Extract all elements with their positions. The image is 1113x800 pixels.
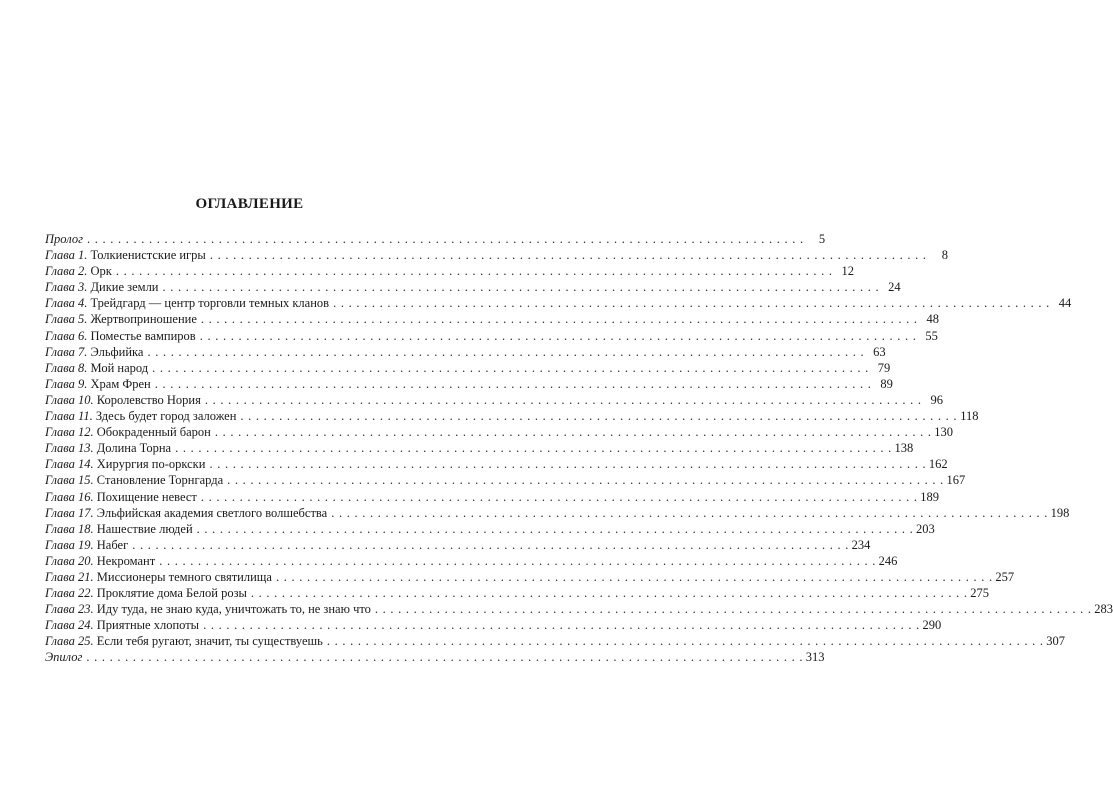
dot-leader (196, 328, 918, 344)
chapter-number: Глава 12. (45, 425, 94, 440)
chapter-title: Хирургия по-оркски (96, 457, 206, 472)
chapter-number: Глава 18. (45, 521, 94, 536)
chapter-title: Приятные хлопоты (96, 618, 200, 633)
toc-entry-label (45, 328, 196, 344)
chapter-title: Дикие земли (90, 280, 159, 295)
chapter-title: Жертвоприношение (90, 312, 197, 327)
toc-entry (45, 472, 966, 488)
toc-entry-label (45, 472, 223, 488)
chapter-number: Пролог (45, 232, 83, 246)
chapter-title: Обокраденный барон (96, 425, 211, 440)
toc-entry (45, 392, 943, 408)
toc-entry-label (45, 279, 159, 295)
dot-leader (371, 601, 1093, 617)
page-number: 8 (941, 248, 948, 263)
page-number: 162 (928, 457, 948, 472)
dot-leader (155, 553, 877, 569)
toc-entry (45, 424, 953, 440)
chapter-title: Эльфийка (90, 344, 144, 359)
chapter-number: Глава 23. (45, 602, 94, 617)
dot-leader (148, 360, 870, 376)
page-number: 234 (851, 537, 871, 552)
toc-entry-label (45, 649, 82, 665)
chapter-title: Здесь будет город заложен (95, 409, 237, 424)
toc-entry (45, 408, 979, 424)
toc-entry-label (45, 247, 206, 263)
chapter-title: Толкиенистские игры (90, 248, 206, 263)
page-number: 48 (926, 312, 940, 327)
toc-entry (45, 649, 825, 665)
chapter-number: Глава 22. (45, 586, 94, 601)
chapter-number: Глава 11. (45, 409, 93, 424)
chapter-title: Мой народ (90, 360, 149, 375)
toc-heading: ОГЛАВЛЕНИЕ (195, 196, 304, 212)
toc-entry (45, 231, 826, 247)
chapter-number: Глава 15. (45, 473, 94, 488)
toc-entry-label (45, 231, 83, 247)
chapter-number: Глава 9. (45, 376, 88, 391)
chapter-number: Глава 6. (45, 328, 88, 343)
page-number: 12 (841, 264, 854, 279)
chapter-title: Нашествие людей (96, 521, 193, 536)
page-number: 189 (920, 489, 939, 504)
page-number: 79 (877, 360, 891, 375)
chapter-number: Глава 14. (45, 457, 94, 472)
toc-entry-label (45, 440, 171, 456)
toc-entry-label (45, 489, 197, 505)
toc-entry (45, 328, 938, 344)
page-number: 313 (805, 650, 825, 665)
page-number: 283 (1094, 602, 1113, 617)
page-number: 44 (1058, 296, 1072, 311)
toc-entry (45, 617, 942, 633)
toc-entry-label (45, 344, 143, 360)
page-number: 96 (930, 392, 943, 407)
toc-entry (45, 295, 1072, 311)
dot-leader (205, 456, 927, 472)
chapter-title: Иду туда, не знаю куда, уничтожать то, не знаю что (96, 602, 371, 617)
toc-entry (45, 537, 871, 553)
toc-entry (45, 505, 1070, 521)
chapter-number: Глава 1. (45, 248, 88, 263)
chapter-number: Глава 5. (45, 312, 88, 327)
chapter-number: Глава 17. (45, 505, 94, 520)
dot-leader (193, 521, 915, 537)
page-number: 246 (878, 553, 898, 568)
toc-entry (45, 553, 898, 569)
toc-entry-label (45, 295, 329, 311)
toc-entry-label (45, 633, 323, 649)
toc-entry-label (45, 408, 236, 424)
page-number: 167 (946, 473, 966, 488)
toc-entry-label (45, 505, 327, 521)
page-number: 89 (880, 376, 893, 391)
dot-leader (83, 231, 805, 247)
page-number: 118 (960, 409, 979, 424)
chapter-title: Похищение невест (96, 489, 197, 504)
toc-entry-label (45, 360, 148, 376)
dot-leader (247, 585, 969, 601)
chapter-title: Долина Торна (96, 441, 172, 456)
toc-entry-label (45, 521, 193, 537)
toc-entry-label (45, 537, 128, 553)
dot-leader (272, 569, 994, 585)
toc-entry-label (45, 424, 211, 440)
dot-leader (171, 440, 893, 456)
chapter-title: Некромант (96, 553, 156, 568)
chapter-number: Глава 21. (45, 569, 94, 584)
chapter-number: Глава 4. (45, 296, 88, 311)
toc-entry (45, 311, 940, 327)
chapter-number: Глава 19. (45, 537, 94, 552)
chapter-number: Глава 7. (45, 344, 88, 359)
toc-entry-label (45, 569, 272, 585)
chapter-title: Храм Френ (90, 376, 151, 391)
toc-entry-label (45, 617, 199, 633)
page-number: 275 (970, 586, 990, 601)
toc-entry (45, 456, 948, 472)
chapter-title: Миссионеры темного святилища (96, 569, 272, 584)
chapter-number: Глава 20. (45, 553, 94, 568)
dot-leader (329, 295, 1051, 311)
toc-entry (45, 344, 886, 360)
chapter-title: Трейдгард — центр торговли темных кланов (90, 296, 330, 311)
toc-entry-label (45, 601, 371, 617)
toc-entry (45, 489, 939, 505)
page-number: 198 (1050, 505, 1070, 520)
toc-entry (45, 247, 948, 263)
dot-leader (206, 247, 928, 263)
toc-entry (45, 263, 854, 279)
toc-entry (45, 376, 893, 392)
chapter-number: Эпилог (45, 650, 83, 665)
chapter-title: Набег (96, 537, 129, 552)
chapter-title: Эльфийская академия светлого волшебства (96, 505, 328, 520)
chapter-number: Глава 2. (45, 264, 88, 279)
page-number: 290 (922, 618, 942, 633)
dot-leader (201, 392, 923, 408)
chapter-title: Королевство Нория (96, 392, 201, 407)
page-number: 138 (894, 441, 914, 456)
dot-leader (197, 489, 919, 505)
toc-entry (45, 521, 935, 537)
dot-leader (199, 617, 921, 633)
page-number: 257 (995, 569, 1015, 584)
dot-leader (197, 311, 919, 327)
chapter-number: Глава 13. (45, 441, 94, 456)
dot-leader (211, 424, 933, 440)
page-number: 24 (888, 280, 901, 295)
toc-entry-label (45, 553, 155, 569)
toc-entry-label (45, 311, 197, 327)
toc-entry (45, 279, 901, 295)
toc-entry (45, 360, 891, 376)
dot-leader (327, 505, 1049, 521)
page-number: 63 (873, 344, 886, 359)
toc-entry (45, 440, 914, 456)
toc-entry (45, 569, 1015, 585)
chapter-number: Глава 10. (45, 392, 94, 407)
chapter-number: Глава 25. (45, 634, 94, 649)
chapter-title: Поместье вампиров (90, 328, 196, 343)
chapter-title: Проклятие дома Белой розы (96, 586, 247, 601)
dot-leader (128, 537, 850, 553)
chapter-title: Если тебя ругают, значит, ты существуешь (96, 634, 323, 649)
page-number: 5 (818, 232, 826, 246)
page-number: 55 (925, 328, 938, 343)
toc-entry (45, 601, 1113, 617)
page-number: 307 (1046, 634, 1065, 649)
page-number: 130 (934, 425, 953, 440)
toc-entry (45, 633, 1065, 649)
toc-list (45, 231, 1113, 666)
toc-entry-label (45, 392, 201, 408)
dot-leader (323, 633, 1045, 649)
chapter-title: Орк (90, 264, 112, 279)
toc-entry-label (45, 456, 205, 472)
toc-entry-label (45, 585, 247, 601)
page-number: 203 (916, 521, 935, 536)
toc-entry-label (45, 376, 151, 392)
dot-leader (151, 376, 873, 392)
chapter-number: Глава 8. (45, 360, 88, 375)
toc-entry-label (45, 263, 112, 279)
dot-leader (143, 344, 865, 360)
chapter-number: Глава 16. (45, 489, 94, 504)
dot-leader (223, 472, 945, 488)
dot-leader (82, 649, 804, 665)
dot-leader (112, 263, 834, 279)
toc-entry (45, 585, 990, 601)
chapter-title: Становление Торнгарда (96, 473, 224, 488)
dot-leader (159, 279, 881, 295)
dot-leader (236, 408, 958, 424)
chapter-number: Глава 24. (45, 618, 94, 633)
chapter-number: Глава 3. (45, 280, 88, 295)
